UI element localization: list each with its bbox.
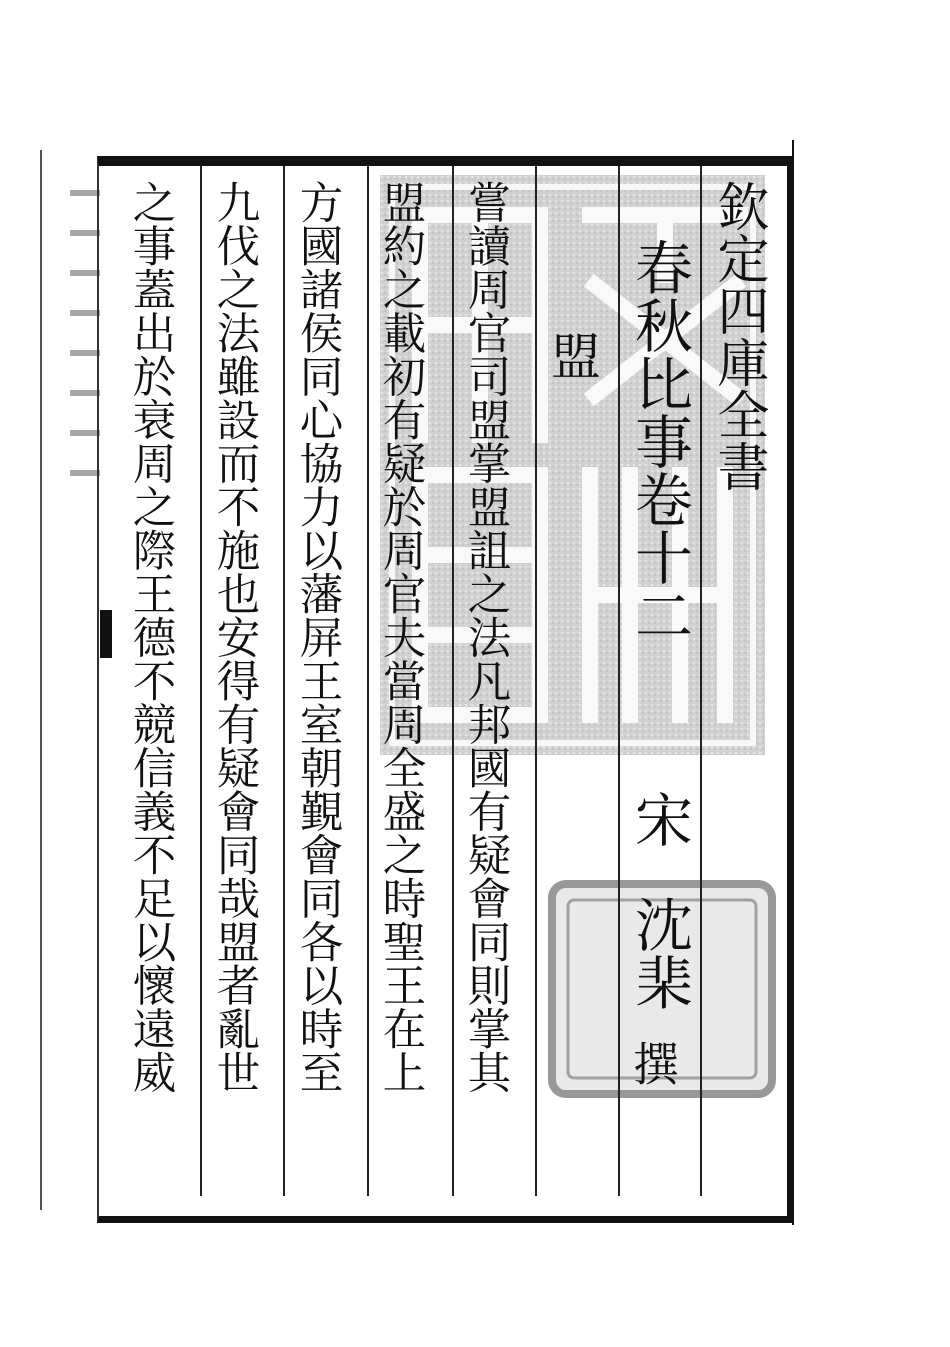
- text-column-5: 之事蓋出於衰周之際王德不競信義不足以懷遠威: [125, 180, 176, 1094]
- text-column-4: 九伐之法雖設而不施也安得有疑會同哉盟者亂世: [209, 180, 260, 1094]
- section-heading: 盟: [543, 330, 601, 380]
- previous-page-edge: [0, 150, 110, 1210]
- column-divider: [618, 166, 620, 1196]
- column-divider: [200, 166, 202, 1196]
- volume-title: 春秋比事卷十二: [625, 238, 693, 644]
- text-column-2: 盟約之載初有疑於周官夫當周全盛之時聖王在上: [375, 180, 426, 1094]
- previous-page-rule: [40, 150, 42, 1210]
- collection-title: 欽定四庫全書: [708, 180, 768, 492]
- column-divider: [535, 166, 537, 1196]
- dynasty-label: 宋: [625, 790, 693, 848]
- column-divider: [452, 166, 454, 1196]
- column-divider: [283, 166, 285, 1196]
- text-column-1: 嘗讀周官司盟掌盟詛之法凡邦國有疑會同則掌其: [460, 180, 511, 1094]
- text-column-3: 方國諸侯同心協力以藩屏王室朝覲會同各以時至: [292, 180, 343, 1094]
- column-divider: [367, 166, 369, 1196]
- author-name: 沈棐: [625, 895, 693, 1011]
- binding-rule: [792, 140, 794, 1225]
- column-divider: [700, 166, 702, 1196]
- author-role: 撰: [626, 1040, 680, 1086]
- previous-page-specks: [70, 190, 100, 490]
